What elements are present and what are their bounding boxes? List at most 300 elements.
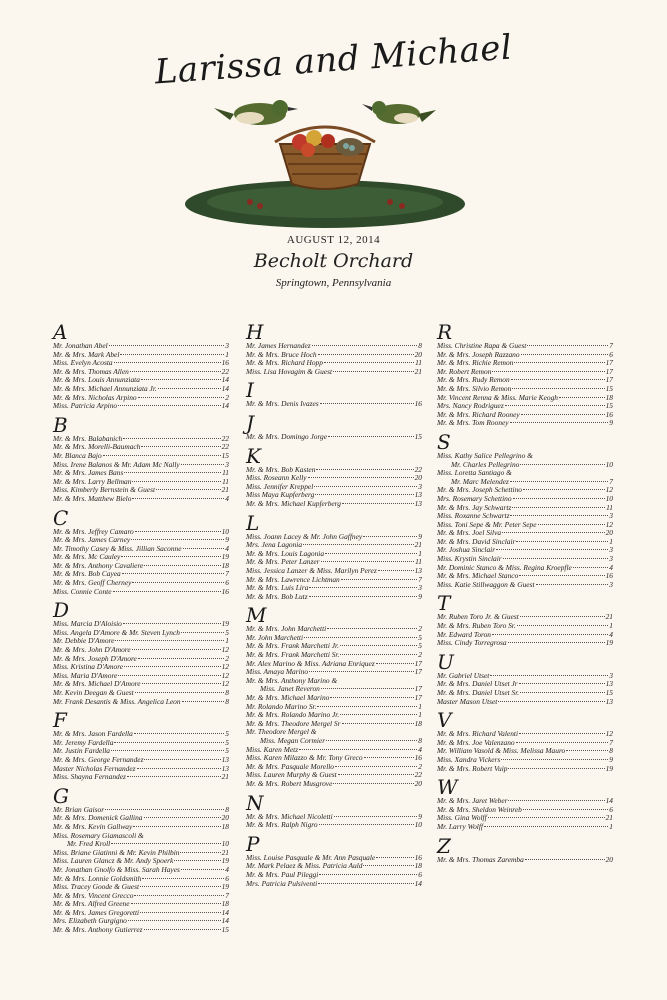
dot-leader (512, 388, 604, 389)
dot-leader (133, 826, 220, 827)
dot-leader (321, 688, 414, 689)
table-number: 1 (609, 536, 613, 546)
table-number: 8 (225, 804, 229, 814)
dot-leader (513, 498, 605, 499)
guest-name: Mr. & Mrs. Richard Rooney (437, 409, 520, 419)
guest-name: Mr. & Mrs. Ruben Toro Sr. (437, 621, 516, 631)
table-number: 9 (418, 591, 422, 601)
section-letter: K (246, 443, 261, 468)
guest-row (246, 400, 422, 409)
table-number: 17 (414, 667, 422, 677)
guest-name: Master Mason Utset (437, 696, 498, 706)
guest-name: Mr. & Mrs. Michael Stanco (437, 571, 519, 581)
table-number: 18 (221, 821, 229, 831)
dot-leader (144, 565, 220, 566)
guest-name: Mr. & Mrs. Bob Lutz (246, 591, 308, 601)
guest-name: Mr. & Mrs. Richie Remon (437, 358, 514, 368)
table-number: 6 (609, 349, 613, 359)
section-letter: L (246, 510, 260, 535)
table-number: 20 (605, 528, 613, 538)
table-number: 17 (414, 693, 422, 703)
table-number: 10 (605, 459, 613, 469)
table-number: 17 (605, 358, 613, 368)
dot-leader (520, 692, 604, 693)
dot-leader (137, 768, 221, 769)
guest-name: Mr. Dominic Stanco & Miss. Regina Kroepfle (437, 562, 572, 572)
table-number: 1 (609, 821, 613, 831)
guest-name: Mr. Edward Toron (437, 629, 492, 639)
table-number: 22 (221, 433, 229, 443)
dot-leader (510, 422, 609, 423)
table-number: 3 (225, 341, 229, 350)
guest-name: Mr. & Mrs. Thomas Zaremba (437, 854, 524, 864)
dot-leader (111, 843, 220, 844)
dot-leader (134, 733, 225, 734)
section-letter: W (437, 775, 458, 800)
dot-leader (363, 536, 417, 537)
dot-leader (123, 623, 221, 624)
dot-leader (520, 464, 604, 465)
table-number: 20 (414, 473, 422, 483)
table-number: 18 (414, 861, 422, 871)
table-number: 21 (605, 612, 613, 622)
dot-leader (521, 414, 605, 415)
guest-name: Mr. & Mrs. Richard Hopp (246, 358, 323, 368)
dot-leader (508, 642, 605, 643)
table-number: 8 (418, 341, 422, 350)
table-number: 12 (221, 670, 229, 680)
dot-leader (124, 666, 221, 667)
section-letter: D (53, 598, 70, 623)
dot-leader (342, 723, 414, 724)
dot-leader (573, 567, 609, 568)
guest-name: Miss. Jessica Lanzer & Miss. Marilyn Perez (246, 565, 377, 575)
guest-name: Mrs. Rosemary Schettino (437, 493, 512, 503)
table-number: 6 (609, 804, 613, 814)
table-number: 12 (605, 519, 613, 529)
guest-name: Miss Maya Kupferberg (246, 490, 315, 500)
guest-name: Mr. & Mrs. Domingo Jorge (246, 431, 328, 441)
guest-name: Mr. & Mrs. Tom Rooney (437, 418, 509, 428)
dot-leader (128, 920, 221, 921)
table-number: 3 (609, 511, 613, 521)
wedding-date: AUGUST 12, 2014 (286, 234, 381, 246)
dot-leader (521, 354, 609, 355)
table-number: 1 (225, 636, 229, 646)
table-number: 8 (225, 688, 229, 697)
table-number: 21 (221, 847, 229, 857)
dot-leader (511, 379, 605, 380)
dot-leader (496, 549, 608, 550)
table-number: 7 (418, 574, 422, 584)
venue-name: Becholt Orchard (253, 250, 414, 272)
guest-row (246, 821, 422, 830)
table-number: 14 (221, 401, 229, 411)
dot-leader (304, 637, 417, 638)
guest-name: Mr. Fred Kroll (67, 839, 111, 849)
table-number: 9 (418, 811, 422, 821)
guest-name: Miss. Kristina D'Amore (53, 662, 124, 672)
guest-name: Mr. & Mrs. Jaret Weber (437, 796, 508, 806)
table-number: 15 (605, 383, 613, 393)
table-number: 6 (418, 869, 422, 879)
table-number: 18 (221, 899, 229, 909)
guest-name: Mr. Alex Marino & Miss. Adriana Enriquez (246, 658, 375, 668)
dot-leader (144, 759, 220, 760)
dot-leader (520, 616, 605, 617)
table-number: 12 (605, 729, 613, 739)
dot-leader (303, 544, 414, 545)
table-number: 9 (609, 418, 613, 428)
guest-name: Mr. & Mrs. Paul Pileggi (246, 869, 319, 879)
section-letter: J (246, 410, 255, 435)
dot-leader (316, 469, 413, 470)
table-number: 1 (418, 548, 422, 558)
dot-leader (122, 573, 225, 574)
table-number: 19 (221, 856, 229, 866)
table-number: 2 (225, 392, 229, 402)
guest-name: Mr. John Marchetti (246, 632, 303, 642)
table-number: 11 (222, 468, 229, 478)
dot-leader (327, 628, 417, 629)
dot-leader (340, 714, 417, 715)
table-number: 13 (414, 498, 422, 508)
guest-name: Mr. & Mrs. Daniel Utset Jr (437, 679, 518, 689)
dot-leader (378, 570, 414, 571)
table-number: 16 (605, 409, 613, 419)
dot-leader (492, 371, 604, 372)
table-number: 17 (605, 366, 613, 376)
table-number: 15 (221, 450, 229, 460)
dot-leader (309, 671, 414, 672)
table-number: 17 (414, 684, 422, 694)
guest-name: Mr. & Mrs. Jeffrey Camaro (53, 526, 134, 536)
dot-leader (132, 498, 224, 499)
guest-name: Miss. Connie Conte (53, 586, 112, 596)
section-letter: R (437, 320, 453, 344)
section-letter: C (53, 505, 69, 530)
table-number: 15 (221, 925, 229, 935)
dot-leader (144, 929, 221, 930)
table-number: 9 (418, 531, 422, 541)
dot-leader (376, 663, 414, 664)
table-number: 19 (221, 619, 229, 629)
guest-name: Mr. & Mrs. James Bans (53, 468, 124, 478)
table-number: 2 (418, 650, 422, 660)
dot-leader (309, 596, 418, 597)
dot-leader (510, 481, 608, 482)
table-number: 18 (605, 392, 613, 402)
guest-name: Mr. & Mrs. Lawrence Lichtman (246, 574, 340, 584)
table-number: 10 (414, 820, 422, 830)
guest-name: Miss. Gina Wolff (437, 813, 487, 823)
dot-leader (140, 886, 221, 887)
guest-name: Miss. Janet Reveron (260, 684, 320, 694)
table-number: 19 (221, 882, 229, 892)
dot-leader (364, 757, 414, 758)
table-number: 11 (415, 358, 422, 368)
table-number: 2 (418, 761, 422, 771)
guest-name: Mr. & Mrs. Balabanich (53, 433, 123, 443)
dot-leader (536, 584, 609, 585)
guest-name: Miss. Roxanne Schwartz (437, 511, 510, 521)
dot-leader (131, 903, 221, 904)
section-letter: F (53, 708, 67, 733)
guest-name: Mr. Justin Fardella (53, 746, 110, 756)
guest-name: Mr. & Mrs. Rolando Marino Jr. (246, 710, 340, 720)
guest-name: Mr. Larry Wolff (437, 821, 483, 831)
table-number: 16 (221, 358, 229, 368)
dot-leader (318, 883, 413, 884)
table-number: 22 (221, 442, 229, 452)
dot-leader (144, 817, 221, 818)
table-number: 4 (225, 543, 229, 553)
dot-leader (508, 768, 604, 769)
table-number: 5 (418, 641, 422, 651)
table-number: 13 (605, 679, 613, 689)
guest-row (53, 926, 229, 935)
guest-row (246, 880, 422, 889)
dot-leader (132, 649, 221, 650)
dot-leader (180, 852, 220, 853)
dot-leader (156, 489, 221, 490)
guest-name: Mr. & Mrs. Bob Cayea (53, 569, 121, 579)
guest-name: Mrs. Nancy Rodriguez (437, 401, 504, 411)
table-number: 14 (221, 383, 229, 393)
table-number: 18 (414, 718, 422, 728)
guest-name: Mr. & Mrs. John Marchetti (246, 624, 327, 634)
table-number: 9 (225, 535, 229, 545)
dot-leader (142, 878, 224, 879)
dot-leader (492, 634, 608, 635)
table-number: 19 (605, 763, 613, 773)
guest-name: Mr. Jeremy Fardella (53, 737, 114, 747)
dot-leader (183, 548, 225, 549)
dot-leader (516, 742, 609, 743)
dot-leader (130, 371, 221, 372)
table-number: 16 (414, 753, 422, 763)
dot-leader (376, 857, 413, 858)
guest-column-2 (246, 318, 422, 888)
dot-leader (158, 388, 221, 389)
dot-leader (519, 683, 605, 684)
table-number: 13 (414, 565, 422, 575)
dot-leader (320, 403, 414, 404)
dot-leader (127, 776, 221, 777)
table-number: 4 (225, 864, 229, 874)
table-number: 6 (225, 873, 229, 883)
section-letter: Z (437, 833, 451, 858)
guest-name: Mr. & Mrs. Rudy Remon (437, 375, 510, 385)
guest-name: Miss. Briane Giatinni & Mr. Kevin Philbin (53, 847, 180, 857)
table-number: 14 (414, 878, 422, 888)
guest-name: Mr. Timothy Casey & Miss. Jillian Saconne (53, 543, 182, 553)
table-number: 13 (221, 763, 229, 773)
dot-leader (325, 553, 417, 554)
guest-name: Mr. & Mrs. Pasquale Morello (246, 761, 334, 771)
guest-name: Mr. & Mrs. Jason Fardella (53, 729, 133, 739)
dot-leader (138, 658, 224, 659)
table-number: 1 (225, 349, 229, 359)
dot-leader (111, 750, 224, 751)
dot-leader (118, 675, 220, 676)
guest-name: Mr. & Mrs. Joseph Schettino (437, 485, 522, 495)
dot-leader (324, 362, 414, 363)
dot-leader (319, 874, 417, 875)
table-number: 2 (418, 624, 422, 634)
table-number: 6 (225, 578, 229, 588)
table-number: 3 (609, 554, 613, 564)
guest-name: Mr. Gabriel Utset (437, 670, 490, 680)
table-number: 14 (221, 375, 229, 385)
table-number: 19 (221, 552, 229, 562)
guest-name: Mr. Vincent Renna & Miss. Marie Keogh (437, 392, 558, 402)
guest-name: Miss. Rosemary Giamascoli & (53, 830, 144, 840)
table-number: 16 (221, 586, 229, 596)
guest-row (437, 856, 613, 865)
dot-leader (181, 869, 224, 870)
guest-column-1 (53, 318, 229, 935)
dot-leader (330, 697, 413, 698)
table-number: 17 (605, 375, 613, 385)
dot-leader (114, 362, 221, 363)
section-letter: S (437, 429, 451, 454)
guest-name: Mr. & Mrs. Kevin Gallway (53, 821, 133, 831)
guest-name: Mr. & Mrs. John D'Amore (53, 645, 131, 655)
section-letter: H (246, 320, 264, 344)
guest-name: Mr. Robert Remon (437, 366, 492, 376)
table-number: 21 (221, 485, 229, 495)
dot-leader (559, 397, 605, 398)
section-letter: P (246, 831, 260, 856)
table-number: 12 (605, 485, 613, 495)
dot-leader (141, 379, 221, 380)
dot-leader (132, 481, 221, 482)
guest-row (246, 593, 422, 602)
table-number: 3 (609, 579, 613, 589)
dot-leader (312, 345, 418, 346)
guest-row (437, 765, 613, 774)
table-number: 7 (609, 341, 613, 350)
dot-leader (103, 455, 221, 456)
dot-leader (510, 515, 608, 516)
guest-name: Mr. & Mrs. Michael Marino (246, 693, 330, 703)
dot-leader (514, 362, 604, 363)
dot-leader (342, 503, 414, 504)
table-number: 7 (609, 737, 613, 747)
dot-leader (120, 354, 224, 355)
table-number: 2 (225, 653, 229, 663)
dot-leader (334, 816, 418, 817)
table-number: 16 (414, 852, 422, 862)
guest-name: Mr. & Mrs. James Gregoretti (53, 907, 140, 917)
table-number: 10 (221, 839, 229, 849)
guest-name: Mrs. Elizabeth Gurgigno (53, 916, 127, 926)
table-number: 7 (225, 569, 229, 579)
table-number: 20 (414, 349, 422, 359)
dot-leader (174, 860, 220, 861)
section-letter: M (246, 603, 267, 628)
table-number: 20 (605, 854, 613, 864)
table-number: 3 (609, 545, 613, 555)
dot-leader (121, 556, 220, 557)
table-number: 1 (418, 701, 422, 711)
table-number: 14 (605, 796, 613, 806)
section-letter: A (53, 320, 68, 344)
guest-name: Miss. Lisa Hovagim & Guest (246, 366, 333, 376)
table-number: 14 (221, 907, 229, 917)
guest-name: Mr. Charles Pellegrino (451, 459, 520, 469)
guest-name: Miss. Krystin Sinclair (437, 554, 502, 564)
guest-name: Mr. & Mrs. Domenick Gallina (53, 813, 143, 823)
dot-leader (135, 531, 221, 532)
guest-name: Mr. & Mrs. Mark Abel (53, 349, 120, 359)
guest-name: Mr. & Mrs. George Fernandez (53, 754, 144, 764)
guest-name: Mr. & Mrs. Michael Annunziata Jr. (53, 383, 157, 393)
guest-name: Mr. & Mrs. Louis Lagonia (246, 548, 325, 558)
guest-name: Mr. James Hernandez (246, 341, 311, 350)
dot-leader (527, 345, 608, 346)
guest-name: Miss. Evelyn Acosta (53, 358, 113, 368)
dot-leader (118, 405, 220, 406)
guest-name: Miss. Maria D'Amore (53, 670, 118, 680)
guest-name: Mr. & Mrs. Joseph Razzano (437, 349, 520, 359)
guest-name: Mr. & Mrs. Michael Kupferberg (246, 498, 341, 508)
dot-leader (341, 579, 418, 580)
guest-name: Master Nicholas Fernandez (53, 763, 136, 773)
guest-name: Miss. Tracey Goode & Guest (53, 882, 140, 892)
dot-leader (502, 532, 605, 533)
guest-name: Miss. Jennifer Kreppel (246, 481, 314, 491)
dot-leader (340, 645, 417, 646)
guest-name: Mr. Rolando Marino Sr. (246, 701, 317, 711)
section-letter: N (246, 790, 264, 815)
guest-name: Mr. William Vasold & Miss. Melissa Mauro (437, 746, 566, 756)
guest-name: Mr. & Mrs. Matthew Bielo (53, 493, 132, 503)
table-number: 7 (609, 476, 613, 486)
guest-name: Mr. & Mrs. Geoff Cherney (53, 578, 132, 588)
table-number: 8 (418, 736, 422, 745)
table-number: 5 (225, 627, 229, 637)
table-number: 21 (221, 772, 229, 782)
guest-name: Mr. & Mrs. Frank Marchetti Jr. (246, 641, 339, 651)
dot-leader (138, 397, 225, 398)
guest-name: Miss. Christine Rapa & Guest (437, 341, 527, 350)
guest-row (53, 588, 229, 597)
table-number: 22 (221, 366, 229, 376)
guest-name: Mr. & Mrs. Thomas Allen (53, 366, 129, 376)
dot-leader (516, 541, 608, 542)
table-number: 4 (609, 562, 613, 572)
table-number: 15 (605, 688, 613, 697)
guest-name: Mr. & Mrs. Joseph D'Amore (53, 653, 137, 663)
dot-leader (488, 817, 605, 818)
dot-leader (124, 472, 221, 473)
guest-name: Mr. & Mrs. Jay Schwartz (437, 502, 512, 512)
table-number: 9 (609, 754, 613, 764)
table-number: 7 (225, 890, 229, 900)
guest-name: Miss. Shayna Fernandez (53, 772, 126, 782)
dot-leader (140, 912, 221, 913)
guest-name: Mr. Ruben Toro Jr. & Guest (437, 612, 519, 622)
guest-name: Miss. Amaya Marino (246, 667, 309, 677)
guest-name: Mr. Brian Gaisor (53, 804, 105, 814)
guest-name: Miss. Toni Sepe & Mr. Peter Sepe (437, 519, 537, 529)
dot-leader (114, 742, 224, 743)
section-letter: U (437, 649, 454, 674)
dot-leader (363, 865, 413, 866)
guest-name: Mr. & Mrs. Mc Cauley (53, 552, 121, 562)
